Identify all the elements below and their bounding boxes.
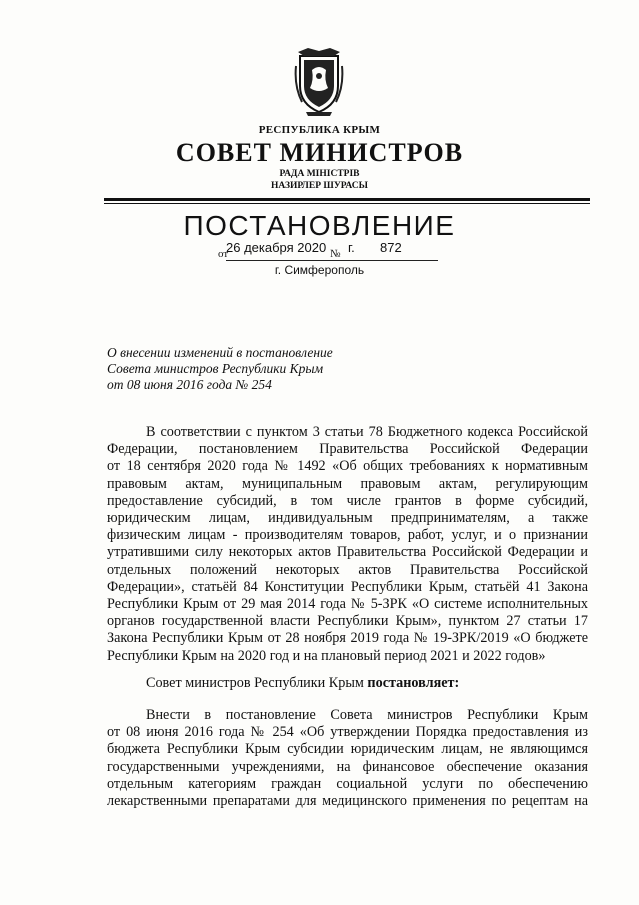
paragraph-line: Федерации», статьёй 84 Конституции Республики Крым, статьёй 41 Закона [107,578,588,595]
paragraph-line: Федерации, постановлением Правительства Российской Федерации [107,441,588,458]
paragraph-line: утратившими силу некоторых актов Правительства Российской Федерации и [107,544,588,561]
council-name-translations [0,168,639,192]
decree-date-line [218,240,438,262]
decree-subject [107,345,407,393]
paragraph-line: от 08 июня 2016 года № 254 «Об утверждении Порядка предоставления из [107,724,588,741]
subject-line: от 08 июня 2016 года № 254 [107,377,272,392]
date-underline [226,260,438,261]
paragraph-line: отдельных положений некоторых актов Правительства Российской [107,561,588,578]
subject-line: О внесении изменений в постановление [107,345,333,360]
paragraph-line: Закона Республики Крым от 28 ноября 2019 года № 19-ЗРК/2019 «О бюджете [107,630,588,647]
paragraph-line: органов государственной власти Республики Крым», пунктом 27 статьи 17 [107,613,588,630]
paragraph-line: лекарственными препаратами для медицинского применения по рецептам на [107,793,588,810]
date-prefix: от [218,248,229,260]
decree-date: 26 декабря 2020 [226,240,327,255]
paragraph-line: В соответствии с пунктом 3 статьи 78 Бюджетного кодекса Российской [146,424,588,440]
paragraph-line: Республики Крым на 2020 год и на плановый период 2021 и 2022 годов» [107,647,546,664]
resolves-subject: Совет министров Республики Крым [146,675,368,691]
council-name: СОВЕТ МИНИСТРОВ [175,138,464,167]
paragraph-legal-basis [107,424,588,665]
paragraph-line: Республики Крым от 29 мая 2014 года № 5-ЗРК «О системе исполнительных [107,596,588,613]
paragraph-line: от 18 сентября 2020 года № 1492 «Об общих требованиях к нормативным [107,458,588,475]
paragraph-line: физическим лицам - производителям товаров, работ, услуг, и о признании [107,527,588,544]
paragraph-line [107,675,588,692]
number-sign: № [330,248,341,260]
resolves-verb: постановляет: [367,675,460,691]
subject-line: Совета министров Республики Крым [107,361,324,376]
decree-number: 872 [380,240,402,255]
council-name-crimean-tatar: НАЗИРЛЕР ШУРАСЫ [271,181,368,191]
republic-name: РЕСПУБЛИКА КРЫМ [258,124,381,136]
paragraph-line: правовым актам, муниципальным правовым актам, регулирующим [107,475,588,492]
crimea-coat-of-arms-icon [294,46,344,118]
decree-title: ПОСТАНОВЛЕНИЕ [183,210,456,241]
decree-city: г. Симферополь [274,263,365,277]
paragraph-line: Внести в постановление Совета министров Республики Крым [146,707,588,723]
year-suffix: г. [348,240,355,255]
paragraph-line: предоставление субсидий, в том числе грантов в форме субсидий, [107,492,588,509]
header-rule-thick [104,198,590,201]
header-rule-thin [104,203,590,204]
paragraph-line: отдельным категориям граждан социальной услуги по обеспечению [107,775,588,792]
paragraph-line: бюджета Республики Крым субсидии юридическим лицам, не являющимся [107,741,588,758]
paragraph-line: юридическим лицам, индивидуальным предпринимателям, а также [107,510,588,527]
paragraph-line: государственными учреждениями, на финансовое обеспечение оказания [107,758,588,775]
paragraph-resolves [107,675,588,692]
council-name-ukrainian: РАДА МІНІСТРІВ [279,169,360,179]
paragraph-amendment [107,707,588,810]
